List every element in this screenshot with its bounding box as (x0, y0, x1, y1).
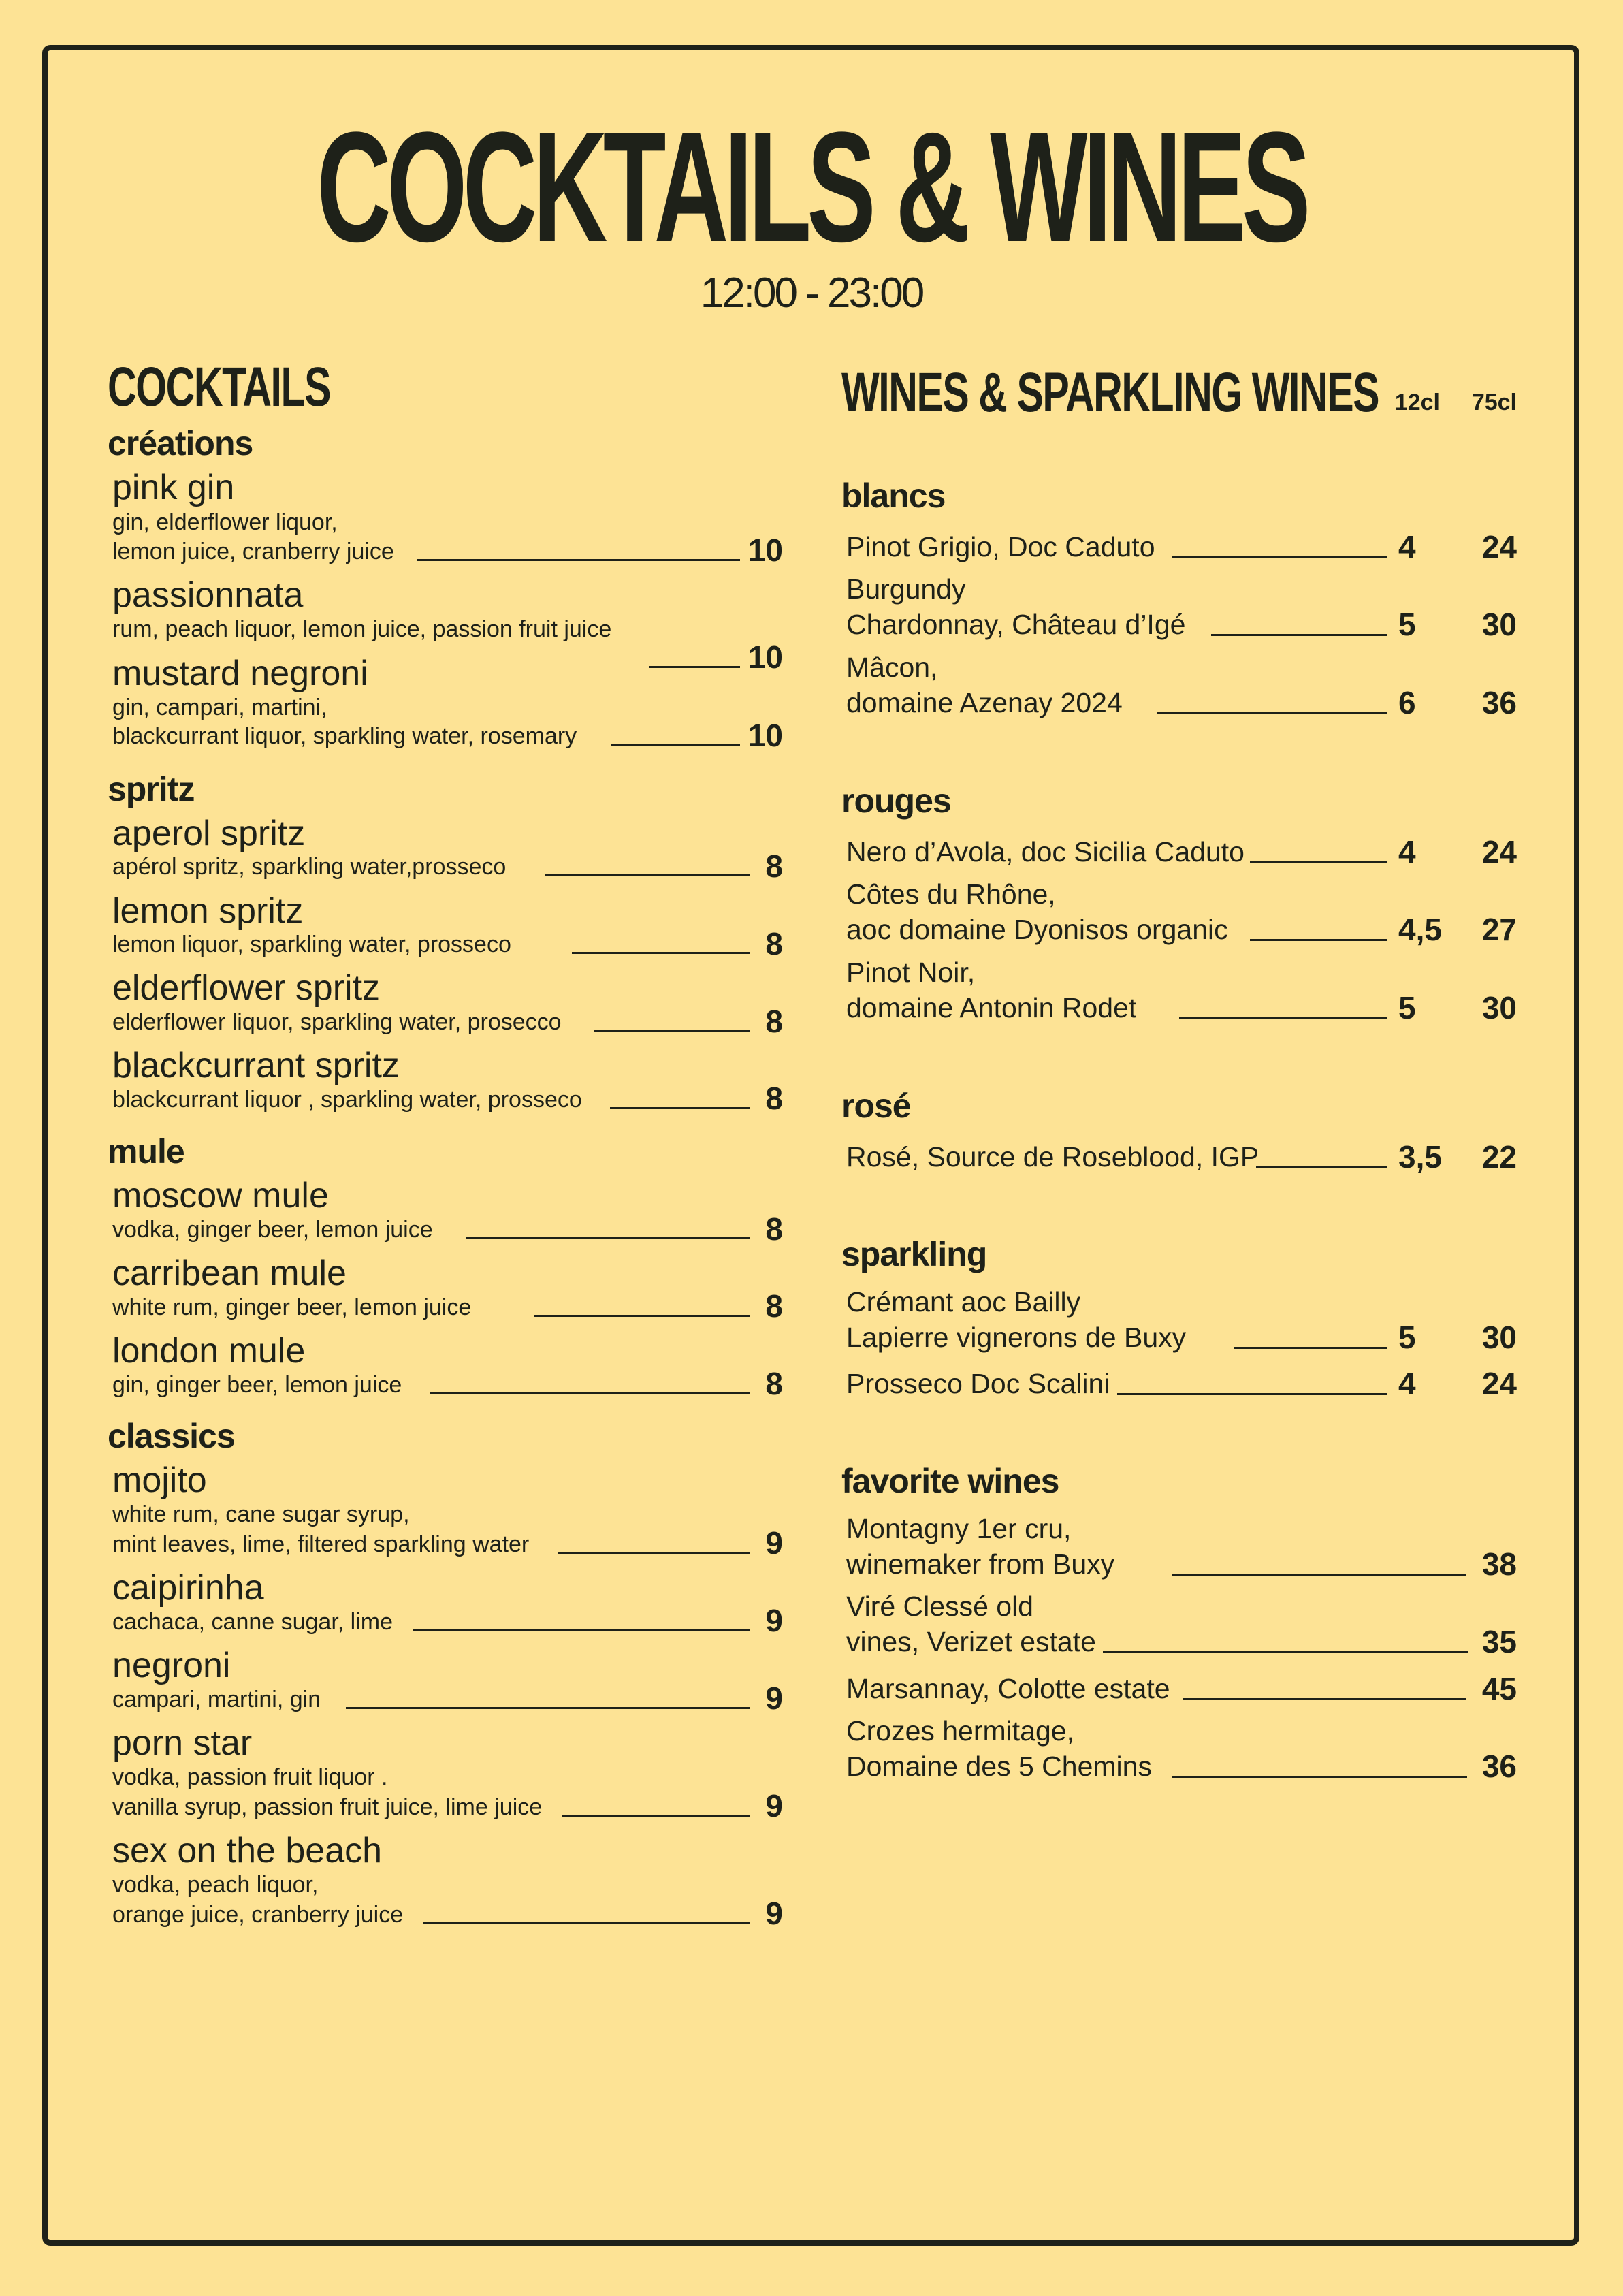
cocktail-ingredients: vodka, ginger beer, lemon juice (112, 1217, 433, 1243)
wine-price-glass: 5 (1398, 990, 1416, 1025)
size-12cl-header: 12cl (1394, 389, 1440, 415)
wine-name: Côtes du Rhône, (846, 878, 1056, 910)
cocktail-name: moscow mule (112, 1176, 329, 1215)
cocktail-price: 10 (748, 718, 783, 753)
cocktail-ingredients: vanilla syrup, passion fruit juice, lime juice (112, 1794, 543, 1820)
wine-name: Rosé, Source de Roseblood, IGP (846, 1141, 1259, 1173)
menu-title: COCKTAILS & WINES (317, 99, 1306, 274)
wine-price-bottle: 27 (1481, 912, 1517, 947)
wine-price-bottle: 24 (1481, 834, 1517, 870)
wine-name: Burgundy (846, 573, 966, 605)
cocktail-price: 8 (765, 1004, 783, 1039)
cocktail-ingredients: mint leaves, lime, filtered sparkling water (112, 1531, 530, 1557)
wine-price-glass: 6 (1398, 685, 1416, 720)
cocktail-ingredients: blackcurrant liquor, sparkling water, rosemary (112, 723, 577, 749)
cocktail-ingredients: blackcurrant liquor , sparkling water, prosseco (112, 1087, 582, 1113)
cocktail-name: blackcurrant spritz (112, 1046, 400, 1085)
cocktail-ingredients: vodka, passion fruit liquor . (112, 1764, 388, 1790)
cocktail-ingredients: cachaca, canne sugar, lime (112, 1609, 393, 1635)
cocktail-name: carribean mule (112, 1254, 347, 1293)
wine-name: Pinot Noir, (846, 957, 976, 988)
cocktail-ingredients: gin, ginger beer, lemon juice (112, 1372, 402, 1398)
leader-line (562, 1815, 750, 1817)
cocktails-heading: COCKTAILS (108, 356, 331, 418)
leader-line (423, 1922, 750, 1924)
leader-line (1179, 1017, 1387, 1019)
wine-price-bottle: 24 (1481, 1366, 1517, 1401)
cocktail-price: 8 (765, 926, 783, 961)
cocktail-price: 9 (765, 1525, 783, 1561)
wine-price-bottle: 36 (1481, 1749, 1517, 1784)
wine-name: Mâcon, (846, 652, 938, 683)
wine-name: domaine Azenay 2024 (846, 687, 1123, 718)
section-spritz: spritz (108, 770, 195, 808)
cocktail-ingredients: elderflower liquor, sparkling water, prosecco (112, 1009, 562, 1035)
leader-line (1172, 556, 1387, 558)
wine-name: Marsannay, Colotte estate (846, 1673, 1170, 1704)
leader-line (594, 1030, 750, 1032)
section-creations: créations (108, 424, 253, 462)
cocktail-name: mojito (112, 1461, 207, 1500)
leader-line (466, 1237, 750, 1239)
leader-line (430, 1392, 750, 1394)
cocktail-ingredients: campari, martini, gin (112, 1687, 321, 1712)
leader-line (417, 559, 740, 561)
cocktail-price: 9 (765, 1680, 783, 1716)
leader-line (1234, 1347, 1387, 1349)
cocktail-price: 8 (765, 1081, 783, 1116)
leader-line (572, 952, 750, 954)
cocktail-price: 9 (765, 1788, 783, 1823)
section-mule: mule (108, 1132, 184, 1170)
cocktail-price: 8 (765, 1211, 783, 1247)
wine-price-glass: 4 (1398, 529, 1416, 564)
leader-line (1172, 1574, 1466, 1576)
leader-line (558, 1552, 750, 1554)
wine-name: Viré Clessé old (846, 1591, 1033, 1622)
wine-name: Chardonnay, Château d’Igé (846, 609, 1186, 640)
cocktail-name: negroni (112, 1646, 231, 1685)
wine-price-bottle: 36 (1481, 685, 1517, 720)
leader-line (346, 1707, 750, 1709)
cocktail-name: pink gin (112, 468, 235, 507)
wine-price-glass: 5 (1398, 1320, 1416, 1355)
leader-line (610, 1107, 750, 1109)
section-rouges: rouges (841, 782, 951, 820)
wines-heading: WINES & SPARKLING WINES (841, 362, 1379, 424)
cocktail-price: 10 (748, 532, 783, 568)
leader-line (1157, 712, 1387, 714)
leader-line (1117, 1393, 1387, 1395)
cocktail-ingredients: white rum, cane sugar syrup, (112, 1501, 410, 1527)
cocktail-ingredients: lemon liquor, sparkling water, prosseco (112, 931, 511, 957)
wine-price-bottle: 24 (1481, 529, 1517, 564)
wine-price-bottle: 30 (1481, 1320, 1517, 1355)
section-classics: classics (108, 1417, 235, 1455)
wine-name: domaine Antonin Rodet (846, 992, 1137, 1023)
wine-name: Domaine des 5 Chemins (846, 1751, 1152, 1782)
cocktail-ingredients: rum, peach liquor, lemon juice, passion fruit juice (112, 616, 612, 642)
wine-price-bottle: 45 (1481, 1671, 1517, 1706)
wine-price-bottle: 30 (1481, 990, 1517, 1025)
section-sparkling: sparkling (841, 1235, 987, 1273)
leader-line (1250, 861, 1387, 863)
cocktail-name: caipirinha (112, 1568, 264, 1608)
section-blancs: blancs (841, 477, 946, 515)
cocktail-ingredients: lemon juice, cranberry juice (112, 539, 394, 564)
leader-line (611, 744, 740, 746)
leader-line (1250, 939, 1387, 941)
wine-name: Pinot Grigio, Doc Caduto (846, 531, 1155, 562)
cocktail-price: 8 (765, 1366, 783, 1401)
leader-line (649, 666, 740, 668)
leader-line (1172, 1776, 1467, 1778)
cocktail-name: mustard negroni (112, 654, 368, 693)
cocktail-ingredients: orange juice, cranberry juice (112, 1902, 404, 1928)
wine-name: Crozes hermitage, (846, 1715, 1074, 1747)
cocktail-name: passionnata (112, 575, 304, 615)
wine-name: Nero d’Avola, doc Sicilia Caduto (846, 836, 1244, 867)
wine-name: Prosseco Doc Scalini (846, 1368, 1110, 1399)
wine-name: vines, Verizet estate (846, 1626, 1096, 1657)
cocktail-price: 8 (765, 848, 783, 884)
cocktail-ingredients: gin, campari, martini, (112, 695, 327, 720)
leader-line (534, 1315, 750, 1317)
wine-price-bottle: 35 (1481, 1624, 1517, 1659)
leader-line (1183, 1698, 1466, 1700)
leader-line (413, 1629, 750, 1631)
cocktail-name: elderflower spritz (112, 968, 381, 1008)
wine-price-bottle: 38 (1481, 1546, 1517, 1582)
wine-price-glass: 3,5 (1398, 1139, 1442, 1175)
leader-line (1103, 1651, 1468, 1653)
leader-line (1211, 634, 1387, 636)
section-rose: rosé (841, 1087, 911, 1125)
cocktail-price: 10 (748, 639, 783, 675)
cocktail-ingredients: white rum, ginger beer, lemon juice (112, 1294, 472, 1320)
cocktail-name: lemon spritz (112, 891, 304, 931)
wine-name: Lapierre vignerons de Buxy (846, 1322, 1187, 1353)
wine-name: winemaker from Buxy (846, 1548, 1115, 1580)
cocktail-price: 9 (765, 1896, 783, 1931)
wine-price-glass: 4 (1398, 1366, 1416, 1401)
cocktail-name: london mule (112, 1331, 306, 1371)
opening-hours: 12:00 - 23:00 (700, 270, 923, 317)
leader-line (545, 874, 750, 876)
cocktail-ingredients: vodka, peach liquor, (112, 1872, 319, 1898)
cocktail-name: porn star (112, 1723, 253, 1763)
wine-name: aoc domaine Dyonisos organic (846, 914, 1228, 945)
wine-price-bottle: 30 (1481, 607, 1517, 642)
cocktail-name: sex on the beach (112, 1831, 383, 1870)
cocktail-ingredients: gin, elderflower liquor, (112, 509, 338, 535)
wine-name: Crémant aoc Bailly (846, 1286, 1081, 1318)
cocktail-price: 9 (765, 1603, 783, 1638)
cocktail-price: 8 (765, 1288, 783, 1324)
wine-price-glass: 4 (1398, 834, 1416, 870)
cocktail-ingredients: apérol spritz, sparkling water,prosseco (112, 854, 507, 880)
wine-price-glass: 4,5 (1398, 912, 1442, 947)
wine-price-glass: 5 (1398, 607, 1416, 642)
section-favorite-wines: favorite wines (841, 1462, 1059, 1500)
cocktail-name: aperol spritz (112, 814, 306, 853)
leader-line (1256, 1166, 1387, 1168)
wine-name: Montagny 1er cru, (846, 1513, 1072, 1544)
wine-price-bottle: 22 (1481, 1139, 1517, 1175)
size-75cl-header: 75cl (1471, 389, 1517, 415)
